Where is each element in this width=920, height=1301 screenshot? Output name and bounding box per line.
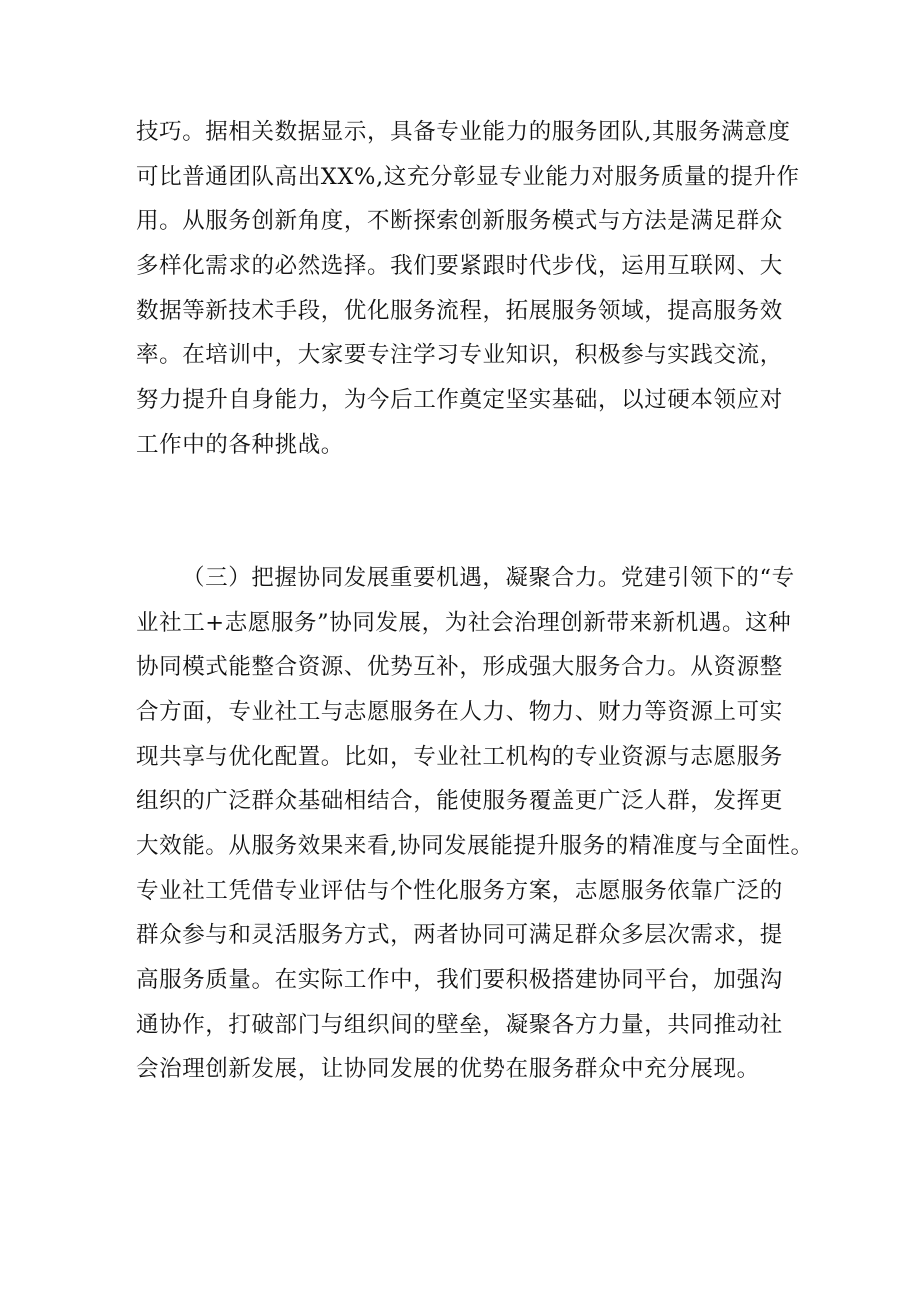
paragraph-2-line: 高服务质量。在实际工作中，我们要积极搭建协同平台，加强沟 (136, 967, 783, 993)
paragraph-1-line: 努力提升自身能力，为今后工作奠定坚实基础，以过硬本领应对 (136, 387, 783, 413)
paragraph-2-line: 业社工+志愿服务”协同发展，为社会治理创新带来新机遇。这种 (136, 610, 792, 636)
paragraph-2-line: 合方面，专业社工与志愿服务在人力、物力、财力等资源上可实 (136, 699, 783, 725)
paragraph-1-line: 可比普通团队高出XX%,这充分彰显专业能力对服务质量的提升作 (136, 164, 800, 190)
paragraph-1-line: 技巧。据相关数据显示，具备专业能力的服务团队,其服务满意度 (136, 119, 791, 145)
paragraph-2-line: 会治理创新发展，让协同发展的优势在服务群众中充分展现。 (136, 1056, 760, 1082)
paragraph-1-line: 数据等新技术手段，优化服务流程，拓展服务领域，提高服务效 (136, 298, 783, 324)
paragraph-2-line: 组织的广泛群众基础相结合，能使服务覆盖更广泛人群，发挥更 (136, 788, 783, 814)
paragraph-2-line: （三）把握协同发展重要机遇，凝聚合力。党建引领下的“专 (182, 565, 795, 591)
paragraph-1-line: 多样化需求的必然选择。我们要紧跟时代步伐，运用互联网、大 (136, 253, 783, 279)
paragraph-1-line: 率。在培训中，大家要专注学习专业知识，积极参与实践交流， (136, 342, 783, 368)
paragraph-1-line: 工作中的各种挑战。 (136, 432, 344, 458)
paragraph-2-line: 协同模式能整合资源、优势互补，形成强大服务合力。从资源整 (136, 654, 783, 680)
paragraph-2-line: 专业社工凭借专业评估与个性化服务方案，志愿服务依靠广泛的 (136, 878, 783, 904)
paragraph-2-line: 大效能。从服务效果来看,协同发展能提升服务的精准度与全面性。 (136, 833, 814, 859)
paragraph-1-line: 用。从服务创新角度，不断探索创新服务模式与方法是满足群众 (136, 208, 783, 234)
paragraph-2-line: 现共享与优化配置。比如，专业社工机构的专业资源与志愿服务 (136, 744, 783, 770)
paragraph-2-line: 群众参与和灵活服务方式，两者协同可满足群众多层次需求，提 (136, 922, 783, 948)
paragraph-2-line: 通协作，打破部门与组织间的壁垒，凝聚各方力量，共同推动社 (136, 1012, 783, 1038)
